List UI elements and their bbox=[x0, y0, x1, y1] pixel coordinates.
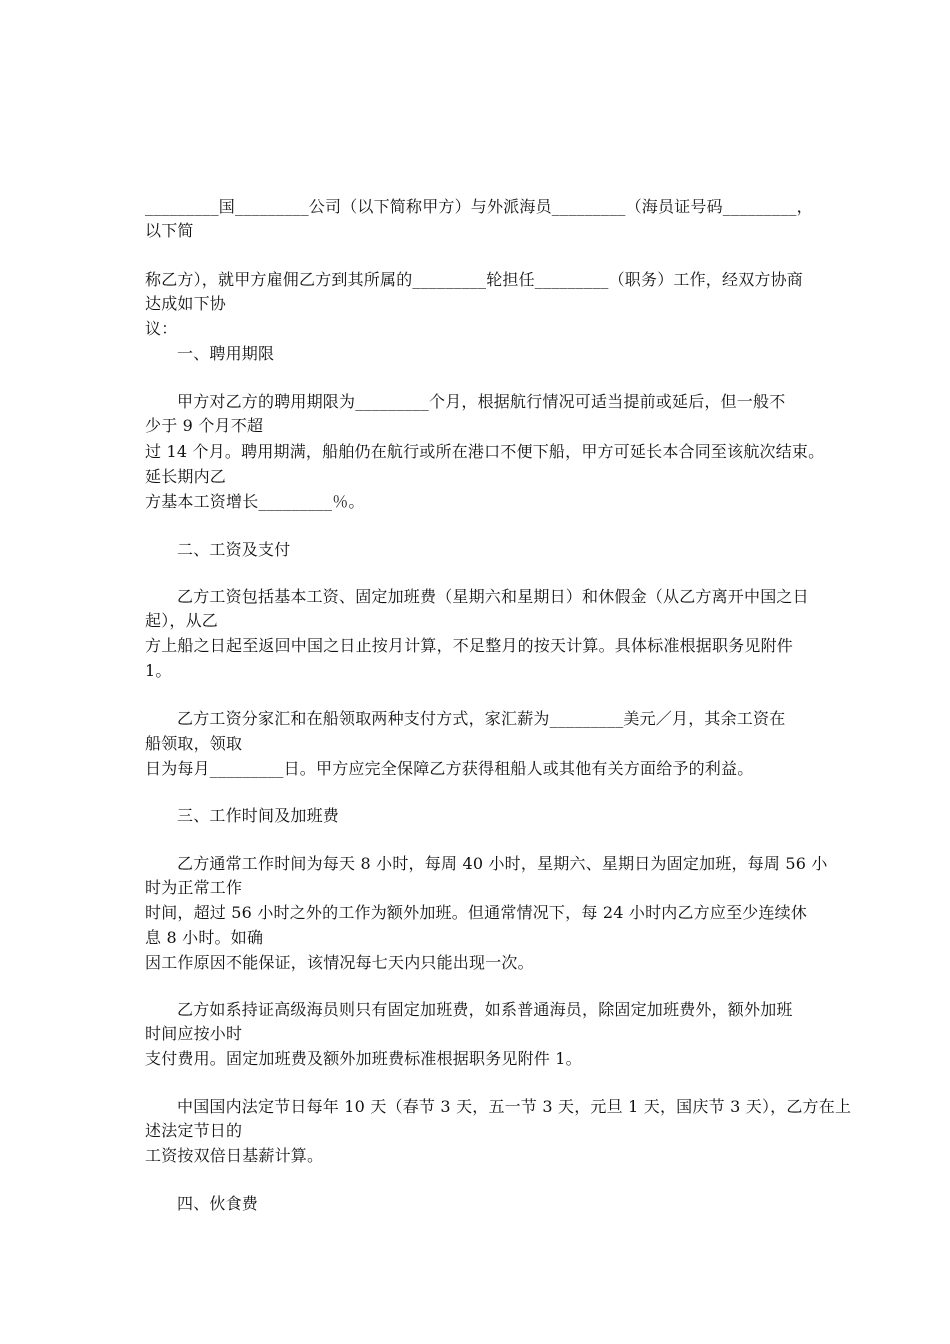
text-line: 以下简 bbox=[145, 221, 194, 240]
text-line: 方上船之日起至返回中国之日止按月计算，不足整月的按天计算。具体标准根据职务见附件 bbox=[145, 636, 794, 655]
text-line: 时间，超过 56 小时之外的工作为额外加班。但通常情况下，每 24 小时内乙方应至少连续休 bbox=[145, 903, 808, 922]
text-line: _________国_________公司（以下简称甲方）与外派海员_________（海员证号码_________， bbox=[145, 197, 813, 216]
section-heading: 二、工资及支付 bbox=[177, 540, 291, 559]
text-line: 日为每月_________日。甲方应完全保障乙方获得租船人或其他有关方面给予的利益。 bbox=[145, 759, 754, 778]
text-line: 时间应按小时 bbox=[145, 1024, 243, 1043]
text-line: 因工作原因不能保证，该情况每七天内只能出现一次。 bbox=[145, 953, 534, 972]
text-line: 方基本工资增长_________％。 bbox=[145, 492, 365, 511]
section-heading: 三、工作时间及加班费 bbox=[177, 806, 340, 825]
text-line: 过 14 个月。聘用期满，船舶仍在航行或所在港口不便下船，甲方可延长本合同至该航次结束。 bbox=[145, 442, 825, 461]
text-line: 时为正常工作 bbox=[145, 878, 243, 897]
section-heading: 四、伙食费 bbox=[177, 1194, 259, 1213]
text-line: 支付费用。固定加班费及额外加班费标准根据职务见附件 1。 bbox=[145, 1049, 582, 1068]
text-line: 息 8 小时。如确 bbox=[145, 928, 264, 947]
text-line: 达成如下协 bbox=[145, 294, 227, 313]
text-line: 少于 9 个月不超 bbox=[145, 416, 264, 435]
text-line: 乙方如系持证高级海员则只有固定加班费，如系普通海员，除固定加班费外，额外加班 bbox=[177, 1000, 793, 1019]
text-line: 称乙方），就甲方雇佣乙方到其所属的_________轮担任_________（职务）工作，经双方协商 bbox=[145, 270, 804, 289]
text-line: 议： bbox=[145, 319, 178, 338]
text-line: 延长期内乙 bbox=[145, 467, 227, 486]
text-line: 1。 bbox=[145, 661, 172, 680]
text-line: 中国国内法定节日每年 10 天（春节 3 天，五一节 3 天，元旦 1 天，国庆节 3 天），乙方在上 bbox=[177, 1097, 852, 1116]
text-line: 乙方工资分家汇和在船领取两种支付方式，家汇薪为_________美元／月，其余工资在 bbox=[177, 709, 786, 728]
text-line: 乙方通常工作时间为每天 8 小时，每周 40 小时，星期六、星期日为固定加班，每周 56 小 bbox=[177, 854, 828, 873]
text-line: 起），从乙 bbox=[145, 611, 219, 630]
text-line: 工资按双倍日基薪计算。 bbox=[145, 1146, 324, 1165]
text-line: 乙方工资包括基本工资、固定加班费（星期六和星期日）和休假金（从乙方离开中国之日 bbox=[177, 587, 809, 606]
text-line: 述法定节日的 bbox=[145, 1121, 243, 1140]
text-line: 船领取，领取 bbox=[145, 734, 243, 753]
section-heading: 一、聘用期限 bbox=[177, 344, 275, 363]
text-line: 甲方对乙方的聘用期限为_________个月，根据航行情况可适当提前或延后，但一般不 bbox=[177, 392, 786, 411]
